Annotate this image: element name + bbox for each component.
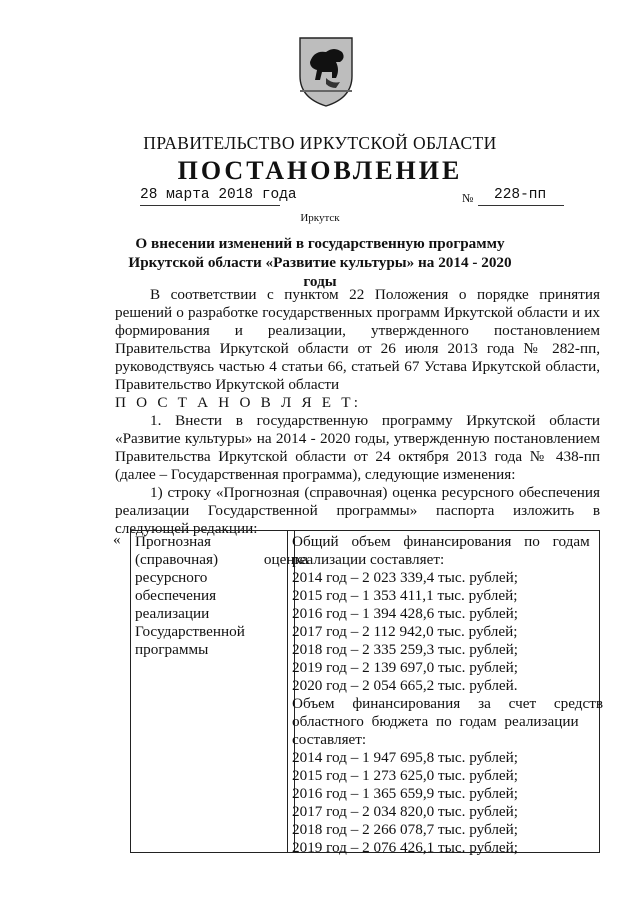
left-cell-line: реализации	[135, 605, 210, 622]
right-cell-line: областного бюджета по годам реализации	[292, 713, 579, 730]
right-cell-line: Объем финансирования за счет средств	[292, 695, 604, 712]
resolves-line: П О С Т А Н О В Л Я Е Т:	[115, 394, 362, 411]
document-date: 28 марта 2018 года	[140, 187, 297, 203]
right-cell-line: 2015 год – 1 353 411,1 тыс. рублей;	[292, 587, 518, 604]
open-quote: «	[113, 531, 121, 548]
right-cell-line: составляет:	[292, 731, 367, 748]
document-type: ПОСТАНОВЛЕНИЕ	[177, 156, 463, 185]
right-cell-line: 2019 год – 2 139 697,0 тыс. рублей;	[292, 659, 519, 676]
right-cell-line: 2016 год – 1 365 659,9 тыс. рублей;	[292, 785, 519, 802]
right-cell-line: 2020 год – 2 054 665,2 тыс. рублей.	[292, 677, 518, 694]
left-cell-line: (справочная) оценка	[135, 551, 309, 568]
item-1-paragraph: 1. Внести в государственную программу Иркутской области «Развитие культуры» на 2014 - 2020 годы, утвержденную постановлением Правительства Иркутской области от 24 октября 2013 года № 438-пп (далее – Государственная программа), следующие изменения:	[115, 412, 600, 483]
right-cell-line: 2014 год – 2 023 339,4 тыс. рублей;	[292, 569, 519, 586]
document-body	[115, 286, 600, 538]
document-number: 228-пп	[494, 187, 547, 203]
left-cell-line: ресурсного	[135, 569, 208, 586]
left-cell-line: обеспечения	[135, 587, 217, 604]
preamble-paragraph: В соответствии с пунктом 22 Положения о порядке принятия решений о разработке государственных программ Иркутской области и их формирования и реализации, утвержденного постановлением Правительства Иркутской области от 26 июля 2013 года № 282-пп, руководствуясь частью 4 статьи 66, статьей 67 Устава Иркутской области, Правительство Иркутской области	[115, 286, 600, 393]
item-1-1-paragraph: 1) строку «Прогнозная (справочная) оценка ресурсного обеспечения реализации Государственной программы» паспорта изложить в следующей редакции:	[115, 484, 600, 537]
right-cell-line: 2017 год – 2 034 820,0 тыс. рублей;	[292, 803, 519, 820]
left-cell-line: Государственной	[135, 623, 245, 640]
left-cell-line: программы	[135, 641, 209, 658]
right-cell-line: 2017 год – 2 112 942,0 тыс. рублей;	[292, 623, 518, 640]
table-left-cell	[130, 530, 309, 853]
right-cell-line: 2015 год – 1 273 625,0 тыс. рублей;	[292, 767, 519, 784]
left-cell-line: Прогнозная	[135, 533, 211, 550]
table-right-cell	[287, 530, 604, 856]
number-underline	[478, 205, 564, 206]
right-cell-line: Общий объем финансирования по годам	[292, 533, 590, 550]
right-cell-line: 2019 год – 2 076 426,1 тыс. рублей;	[292, 839, 519, 856]
right-cell-line: 2018 год – 2 335 259,3 тыс. рублей;	[292, 641, 519, 658]
right-cell-line: 2016 год – 1 394 428,6 тыс. рублей;	[292, 605, 519, 622]
date-underline	[140, 205, 280, 206]
document-heading: О внесении изменений в государственную программу Иркутской области «Развитие культуры» на 2014 - 2020 годы	[128, 235, 512, 290]
government-name: ПРАВИТЕЛЬСТВО ИРКУТСКОЙ ОБЛАСТИ	[143, 133, 497, 153]
right-cell-line: 2014 год – 1 947 695,8 тыс. рублей;	[292, 749, 519, 766]
coat-of-arms-emblem	[296, 32, 356, 108]
city-name: Иркутск	[300, 212, 340, 224]
number-label: №	[462, 191, 474, 205]
right-cell-line: 2018 год – 2 266 078,7 тыс. рублей;	[292, 821, 519, 838]
right-cell-line: реализации составляет:	[292, 551, 445, 568]
